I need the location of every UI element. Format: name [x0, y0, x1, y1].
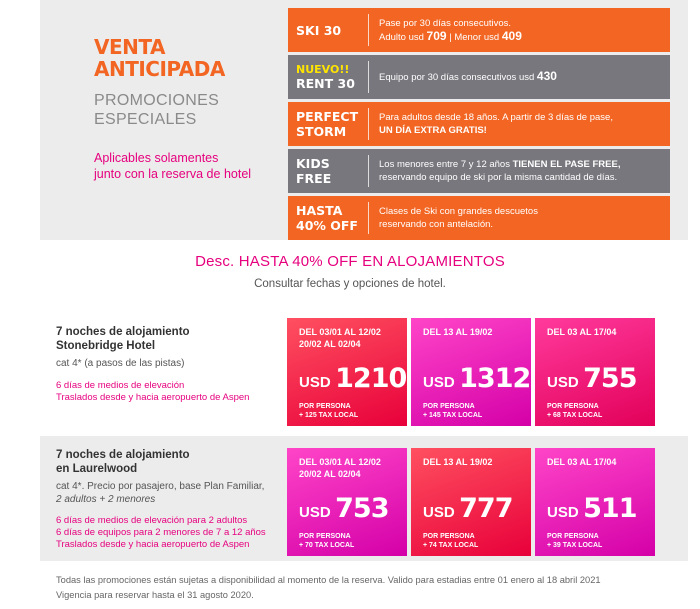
hotel-category: cat 4*. Precio por pasajero, base Plan Familiar, 2 adultos + 2 menores	[56, 481, 265, 505]
price-dates: DEL 03 AL 17/04	[547, 457, 617, 467]
promo-subtitle: PROMOCIONES ESPECIALES	[94, 92, 220, 128]
promo-row-rent30	[288, 55, 670, 99]
price-dates: DEL 03/01 AL 12/02 20/02 AL 02/04	[299, 327, 381, 349]
price-per-person: POR PERSONA + 70 TAX LOCAL	[299, 533, 355, 549]
promo-label: NUEVO!! RENT 30	[288, 55, 368, 99]
price-amount: USD 755	[547, 363, 637, 394]
price-card	[287, 448, 407, 556]
price-per-person: POR PERSONA + 125 TAX LOCAL	[299, 403, 359, 419]
price-per-person: POR PERSONA + 74 TAX LOCAL	[423, 533, 479, 549]
promo-description: Para adultos desde 18 años. A partir de 3 días de pase, UN DÍA EXTRA GRATIS!	[379, 112, 613, 136]
promo-description: Equipo por 30 días consecutivos usd 430	[379, 69, 557, 83]
promo-title: VENTA ANTICIPADA	[94, 35, 225, 81]
hotel-title: 7 noches de alojamiento en Laurelwood	[56, 449, 190, 475]
price-dates: DEL 13 AL 19/02	[423, 327, 493, 337]
hotel-inclusions: 6 días de medios de elevación Traslados desde y hacia aeropuerto de Aspen	[56, 380, 250, 403]
hotel-category: cat 4* (a pasos de las pistas)	[56, 358, 185, 369]
price-dates: DEL 03 AL 17/04	[547, 327, 617, 337]
promo-description: Clases de Ski con grandes descuetos reservando con antelación.	[379, 206, 538, 230]
price-per-person: POR PERSONA + 39 TAX LOCAL	[547, 533, 603, 549]
price-card	[535, 318, 655, 426]
discount-heading: Desc. HASTA 40% OFF EN ALOJAMIENTOS	[195, 253, 505, 270]
promo-row-ski30	[288, 8, 670, 52]
discount-subheading: Consultar fechas y opciones de hotel.	[254, 278, 446, 290]
promo-list	[288, 8, 670, 243]
price-amount: USD 511	[547, 493, 637, 524]
hotel-laurelwood	[40, 436, 688, 561]
price-dates: DEL 13 AL 19/02	[423, 457, 493, 467]
price-card	[535, 448, 655, 556]
hotel-stonebridge	[40, 305, 688, 431]
price-card	[287, 318, 407, 426]
price-card	[411, 318, 531, 426]
promo-description: Pase por 30 días consecutivos. Adulto usd 709 | Menor usd 409	[379, 17, 522, 43]
price-per-person: POR PERSONA + 68 TAX LOCAL	[547, 403, 603, 419]
price-per-person: POR PERSONA + 145 TAX LOCAL	[423, 403, 483, 419]
price-amount: USD 1312	[423, 363, 531, 394]
new-badge: NUEVO!!	[296, 62, 350, 76]
legal-footer: Todas las promociones están sujetas a disponibilidad al momento de la reserva. Valido para estadias entre 01 enero al 18 abril 2021 Vigencia para reservar hasta el 31 agosto 2020.	[56, 575, 601, 600]
hotel-inclusions: 6 días de medios de elevación para 2 adultos 6 días de equipos para 2 menores de 7 a 12 años Traslados desde y hacia aeropuerto de Aspen	[56, 515, 266, 550]
promo-row-perfect-storm	[288, 102, 670, 146]
promo-note: Aplicables solamentes junto con la reserva de hotel	[94, 151, 252, 181]
promo-label: HASTA 40% OFF	[296, 203, 358, 233]
price-dates: DEL 03/01 AL 12/02 20/02 AL 02/04	[299, 457, 381, 479]
promo-row-hasta-40	[288, 196, 670, 240]
hotel-title: 7 noches de alojamiento Stonebridge Hotel	[56, 326, 190, 352]
price-amount: USD 1210	[299, 363, 407, 394]
promo-description: Los menores entre 7 y 12 años TIENEN EL PASE FREE, reservando equipo de ski por la misma cantidad de días.	[379, 159, 621, 183]
price-card	[411, 448, 531, 556]
price-amount: USD 753	[299, 493, 389, 524]
promo-label: KIDS FREE	[296, 156, 332, 186]
promo-label: SKI 30	[296, 22, 342, 38]
price-amount: USD 777	[423, 493, 513, 524]
promo-label: PERFECT STORM	[296, 109, 359, 139]
promo-row-kids-free	[288, 149, 670, 193]
